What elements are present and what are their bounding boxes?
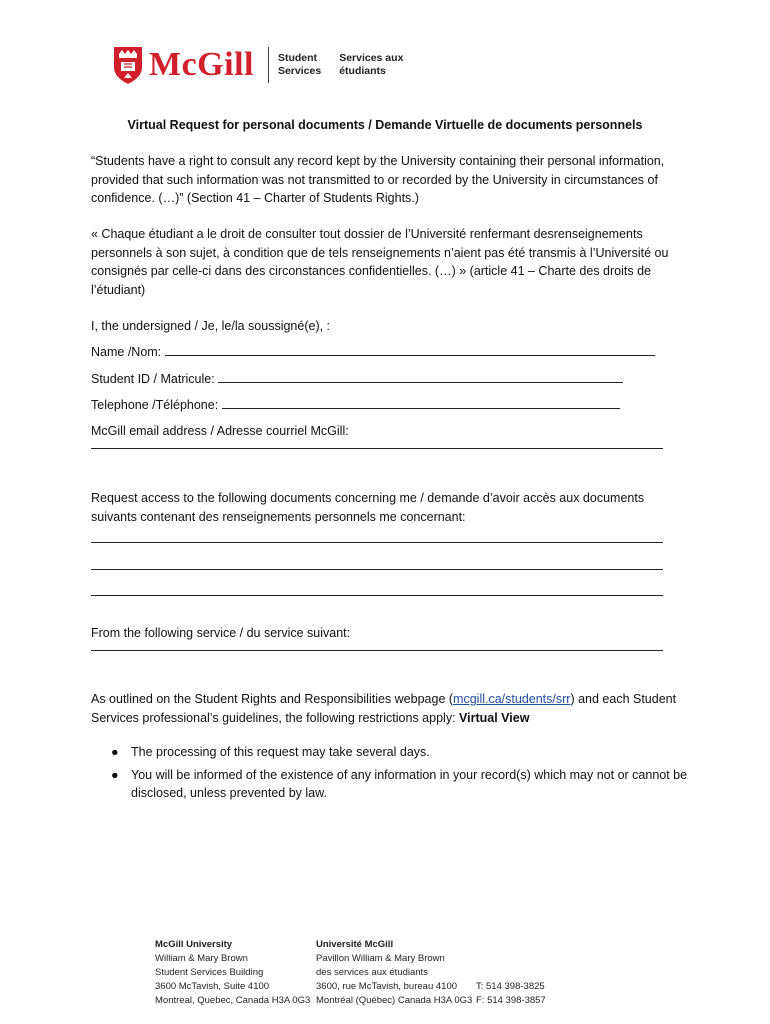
undersigned-intro: I, the undersigned / Je, le/la soussigné(e), :	[91, 319, 331, 333]
bullet-text: You will be informed of the existence of any information in your record(s) which may not or cannot be disclosed, unless prevented by law.	[131, 767, 688, 800]
srr-link[interactable]: mcgill.ca/students/srr	[453, 692, 571, 706]
service-blank[interactable]	[91, 650, 663, 651]
mcgill-wordmark: McGill	[149, 46, 254, 83]
list-item	[91, 766, 691, 803]
footer-line: McGill University	[155, 939, 233, 950]
footer-line: 3600, rue McTavish, bureau 4100	[316, 981, 458, 992]
service-en-line: Services	[277, 65, 322, 77]
service-name-en	[278, 52, 321, 78]
header-logo	[113, 42, 421, 88]
footer-phone: T: 514 398-3825	[476, 981, 545, 992]
restrictions-list	[91, 743, 691, 807]
footer-line: Université McGill	[316, 939, 394, 950]
policy-emphasis: Virtual View	[459, 710, 530, 725]
footer-address-fr	[316, 938, 472, 1008]
documents-blank-line[interactable]	[91, 542, 663, 543]
documents-blank-line[interactable]	[91, 595, 663, 596]
student-id-field[interactable]	[91, 370, 623, 388]
documents-blank-line[interactable]	[91, 569, 663, 570]
name-blank[interactable]	[165, 343, 655, 356]
telephone-label: Telephone /Téléphone:	[91, 398, 219, 412]
email-label: McGill email address / Adresse courriel McGill:	[91, 424, 349, 438]
bullet-icon: ●	[111, 767, 119, 782]
list-item	[91, 743, 691, 762]
charter-quote-en: “Students have a right to consult any record kept by the University containing their personal information, provided that such information was not transmitted to or recorded by the University in circumstances of confidence. (…)” (Section 41 – Charter of Students Rights.)	[91, 154, 665, 205]
footer-line: William & Mary Brown	[155, 953, 248, 964]
email-blank[interactable]	[91, 448, 663, 449]
header-divider	[268, 47, 269, 83]
policy-text-after: ) and each Student Services professional’s guidelines, the following restrictions apply:	[91, 692, 677, 725]
charter-quote-fr: « Chaque étudiant a le droit de consulter tout dossier de l’Université renfermant desrenseignements personnels à son sujet, à condition que de tels renseignements n’aient pas été transmis à l’Université ou consignés par celle-ci dans des circonstances confidentielles. (…) » (article 41 – Charte des droits de l’étudiant)	[91, 227, 669, 297]
footer-contact	[476, 980, 546, 1008]
policy-paragraph	[91, 690, 691, 727]
footer-line: Student Services Building	[155, 967, 264, 978]
request-access-text: Request access to the following documents concerning me / demande d’avoir accès aux documents suivants contenant des renseignements personnels me concernant:	[91, 491, 645, 524]
telephone-field[interactable]	[91, 396, 620, 414]
name-label: Name /Nom:	[91, 345, 162, 359]
footer-line: 3600 McTavish, Suite 4100	[155, 981, 270, 992]
name-field[interactable]	[91, 343, 655, 361]
document-title: Virtual Request for personal documents / Demande Virtuelle de documents personnels	[127, 118, 643, 132]
footer-line: Montréal (Québec) Canada H3A 0G3	[316, 995, 473, 1006]
footer-line: Pavillon William & Mary Brown	[316, 953, 445, 964]
footer-fax: F: 514 398-3857	[476, 995, 546, 1006]
service-fr-line: étudiants	[339, 65, 386, 77]
footer-line: des services aux étudiants	[316, 967, 428, 978]
service-en-line: Student	[277, 52, 318, 64]
service-name-fr	[339, 52, 403, 78]
bullet-text: The processing of this request may take several days.	[131, 745, 430, 759]
service-fr-line: Services aux	[339, 52, 404, 64]
student-id-label: Student ID / Matricule:	[91, 372, 215, 386]
footer-address-en	[155, 938, 310, 1008]
policy-text-before: As outlined on the Student Rights and Responsibilities webpage (	[91, 692, 454, 706]
student-id-blank[interactable]	[218, 370, 623, 383]
service-label: From the following service / du service suivant:	[91, 626, 351, 640]
telephone-blank[interactable]	[222, 396, 620, 409]
footer-line: Montreal, Quebec, Canada H3A 0G3	[155, 995, 311, 1006]
bullet-icon: ●	[111, 745, 119, 759]
mcgill-crest-icon	[113, 45, 143, 85]
